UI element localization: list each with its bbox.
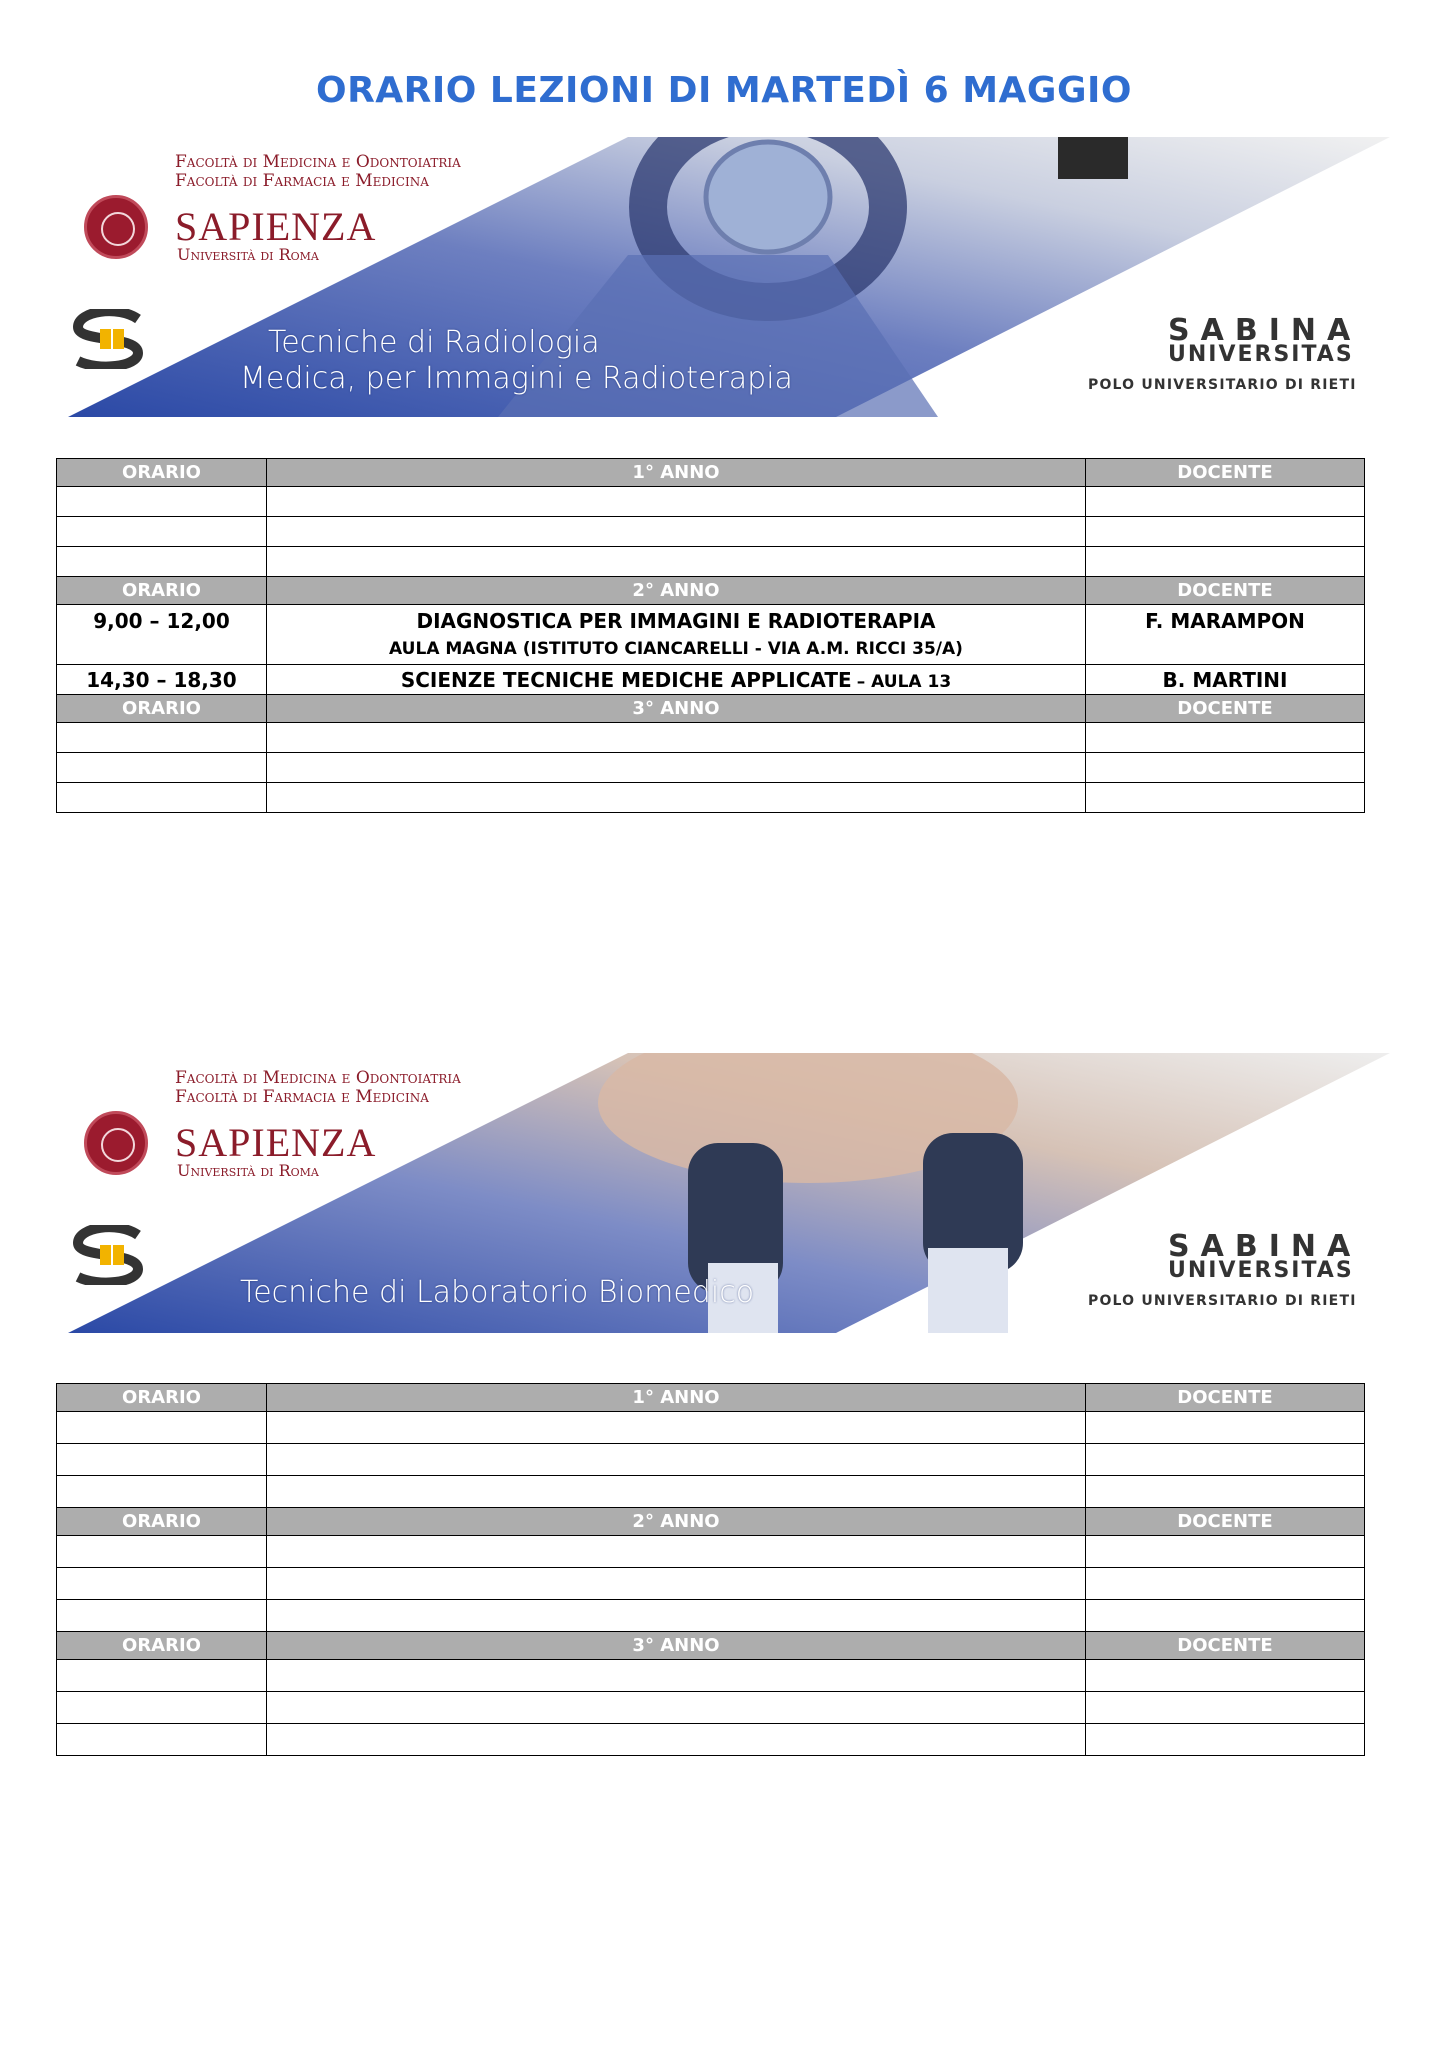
- table-row: [57, 1568, 1365, 1600]
- lesson-room: AULA MAGNA (ISTITUTO CIANCARELLI - VIA A.M. RICCI 35/A): [389, 639, 963, 659]
- universita-wordmark: Università di Roma: [177, 1161, 319, 1180]
- header-orario: ORARIO: [57, 1384, 267, 1412]
- header-anno: 1° ANNO: [267, 459, 1086, 487]
- table-row: [57, 487, 1365, 517]
- faculty-line-2: Facoltà di Farmacia e Medicina: [175, 171, 429, 191]
- lesson-time: 14,30 – 18,30: [86, 667, 237, 692]
- sapienza-seal-icon: [84, 195, 148, 259]
- laboratory-banner: [68, 1053, 1390, 1333]
- header-docente: DOCENTE: [1086, 1384, 1365, 1412]
- course-title-line-2: Medica, per Immagini e Radioterapia: [240, 361, 793, 396]
- header-docente: DOCENTE: [1086, 459, 1365, 487]
- table-header-row: [57, 577, 1365, 605]
- universitas-wordmark: UNIVERSITAS: [1168, 1258, 1354, 1283]
- lesson-subject: SCIENZE TECNICHE MEDICHE APPLICATE: [400, 667, 852, 692]
- table-header-row: [57, 1632, 1365, 1660]
- universita-wordmark: Università di Roma: [177, 245, 319, 264]
- header-orario: ORARIO: [57, 577, 267, 605]
- table-row: [57, 1692, 1365, 1724]
- table-row: [57, 517, 1365, 547]
- sapienza-wordmark: SAPIENZA: [175, 204, 377, 249]
- lesson-teacher: B. MARTINI: [1162, 667, 1288, 692]
- header-docente: DOCENTE: [1086, 695, 1365, 723]
- header-orario: ORARIO: [57, 1508, 267, 1536]
- header-anno: 3° ANNO: [267, 695, 1086, 723]
- header-anno: 2° ANNO: [267, 577, 1086, 605]
- table-row: [57, 1476, 1365, 1508]
- universitas-wordmark: UNIVERSITAS: [1168, 342, 1354, 367]
- table-header-row: [57, 1508, 1365, 1536]
- header-docente: DOCENTE: [1086, 1632, 1365, 1660]
- course-title-line-1: Tecniche di Laboratorio Biomedico: [240, 1275, 755, 1310]
- table-row: [57, 1600, 1365, 1632]
- lesson-time: 9,00 – 12,00: [93, 609, 230, 633]
- table-row: [57, 665, 1365, 695]
- table-row: [57, 605, 1365, 665]
- lesson-subject: DIAGNOSTICA PER IMMAGINI E RADIOTERAPIA: [416, 609, 936, 633]
- table-row: [57, 1536, 1365, 1568]
- lesson-teacher: F. MARAMPON: [1145, 609, 1305, 633]
- table-header-row: [57, 459, 1365, 487]
- table-row: [57, 1660, 1365, 1692]
- table-header-row: [57, 695, 1365, 723]
- page-title: ORARIO LEZIONI DI MARTEDÌ 6 MAGGIO: [315, 70, 1133, 111]
- lesson-room: – AULA 13: [856, 671, 952, 692]
- table-row: [57, 1412, 1365, 1444]
- faculty-line-1: Facoltà di Medicina e Odontoiatria: [175, 152, 461, 172]
- header-anno: 1° ANNO: [267, 1384, 1086, 1412]
- header-orario: ORARIO: [57, 695, 267, 723]
- table-row: [57, 1444, 1365, 1476]
- table-row: [57, 723, 1365, 753]
- header-orario: ORARIO: [57, 1632, 267, 1660]
- table-row: [57, 783, 1365, 813]
- sabina-logo-icon: [68, 1225, 148, 1285]
- faculty-line-1: Facoltà di Medicina e Odontoiatria: [175, 1068, 461, 1088]
- faculty-line-2: Facoltà di Farmacia e Medicina: [175, 1087, 429, 1107]
- header-anno: 3° ANNO: [267, 1632, 1086, 1660]
- table-row: [57, 1724, 1365, 1756]
- course-title-line-1: Tecniche di Radiologia: [268, 325, 600, 360]
- sabina-logo-icon: [68, 309, 148, 369]
- header-docente: DOCENTE: [1086, 577, 1365, 605]
- table-header-row: [57, 1384, 1365, 1412]
- sabina-wordmark: SABINA: [1168, 313, 1362, 348]
- polo-reti-label: POLO UNIVERSITARIO DI RIETI: [1088, 1293, 1357, 1309]
- sabina-wordmark: SABINA: [1168, 1229, 1362, 1264]
- table-row: [57, 753, 1365, 783]
- header-anno: 2° ANNO: [267, 1508, 1086, 1536]
- sapienza-seal-icon: [84, 1111, 148, 1175]
- polo-reti-label: POLO UNIVERSITARIO DI RIETI: [1088, 377, 1357, 393]
- laboratory-schedule-table: [56, 1383, 1365, 1756]
- radiology-schedule-table: [56, 458, 1365, 813]
- table-row: [57, 547, 1365, 577]
- header-orario: ORARIO: [57, 459, 267, 487]
- radiology-banner: [68, 137, 1390, 417]
- sapienza-wordmark: SAPIENZA: [175, 1120, 377, 1165]
- header-docente: DOCENTE: [1086, 1508, 1365, 1536]
